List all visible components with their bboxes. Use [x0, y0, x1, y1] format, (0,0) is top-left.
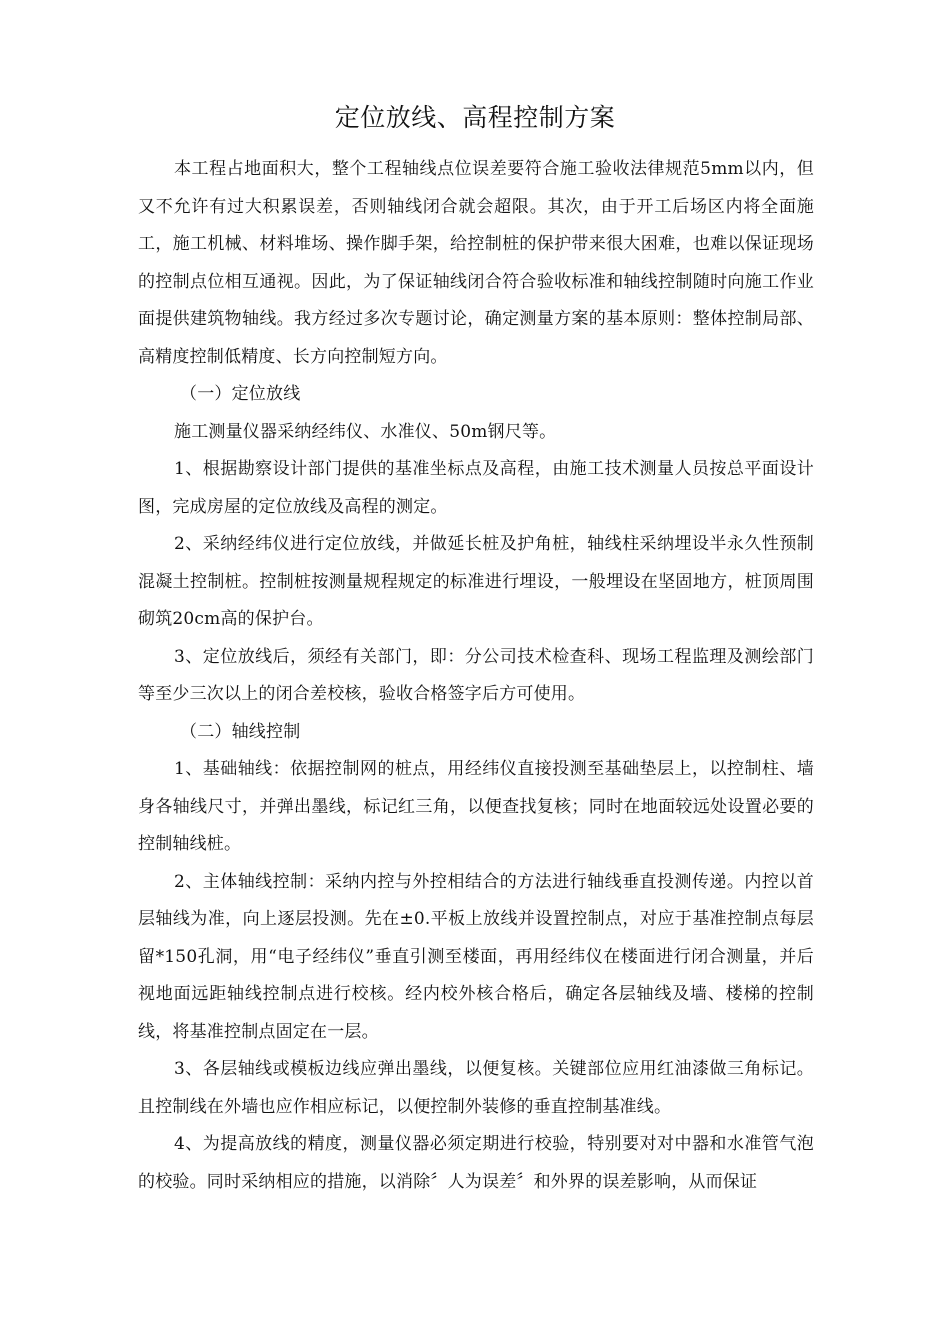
section-heading-axis-control: （二）轴线控制: [180, 721, 301, 742]
document-title: 定位放线、高程控制方案: [334, 103, 616, 132]
intro-paragraph: 本工程占地面积大，整个工程轴线点位误差要符合施工验收法律规范5mm以内，但又不允许有过大积累误差，否则轴线闭合就会超限。其次，由于开工后场区内将全面施工，施工机械、材料堆场、操作脚手架，给控制桩的保护带来很大困难，也难以保证现场的控制点位相互通视。因此，为了保证轴线闭合符合验收标准和轴线控制随时向施工作业面提供建筑物轴线。我方经过多次专题讨论，确定测量方案的基本原则：整体控制局部、高精度控制低精度、长方向控制短方向。: [138, 159, 814, 367]
positioning-item-1: 1、根据勘察设计部门提供的基准坐标点及高程，由施工技术测量人员按总平面设计图，完成房屋的定位放线及高程的测定。: [138, 459, 814, 517]
positioning-item-3: 3、定位放线后，须经有关部门，即：分公司技术检查科、现场工程监理及测绘部门等至少三次以上的闭合差校核，验收合格签字后方可使用。: [138, 646, 814, 704]
axis-control-item-2: 2、主体轴线控制：采纳内控与外控相结合的方法进行轴线垂直投测传递。内控以首层轴线为准，向上逐层投测。先在±0.平板上放线并设置控制点，对应于基准控制点每层留*150孔洞，用“电子经纬仪”垂直引测至楼面，再用经纬仪在楼面进行闭合测量，并后视地面远距轴线控制点进行校核。经内校外核合格后，确定各层轴线及墙、楼梯的控制线，将基准控制点固定在一层。: [138, 871, 814, 1042]
axis-control-item-4: 4、为提高放线的精度，测量仪器必须定期进行校验，特别要对对中器和水准管气泡的校验。同时采纳相应的措施，以消除〞人为误差〞和外界的误差影响，从而保证: [138, 1134, 814, 1192]
positioning-item-2: 2、采纳经纬仪进行定位放线，并做延长桩及护角桩，轴线柱采纳埋设半永久性预制混凝土控制桩。控制桩按测量规程规定的标准进行埋设，一般埋设在坚固地方，桩顶周围砌筑20cm高的保护台。: [138, 534, 814, 629]
document-body: [138, 151, 814, 1201]
axis-control-item-3: 3、各层轴线或模板边线应弹出墨线，以便复核。关键部位应用红油漆做三角标记。且控制线在外墙也应作相应标记，以便控制外装修的垂直控制基准线。: [138, 1059, 814, 1117]
section-heading-positioning: （一）定位放线: [180, 384, 301, 404]
axis-control-item-1: 1、基础轴线：依据控制网的桩点，用经纬仪直接投测至基础垫层上，以控制柱、墙身各轴线尺寸，并弹出墨线，标记红三角，以便查找复核；同时在地面较远处设置必要的控制轴线桩。: [138, 759, 814, 854]
instruments-paragraph: 施工测量仪器采纳经纬仪、水准仪、50m钢尺等。: [174, 421, 557, 442]
